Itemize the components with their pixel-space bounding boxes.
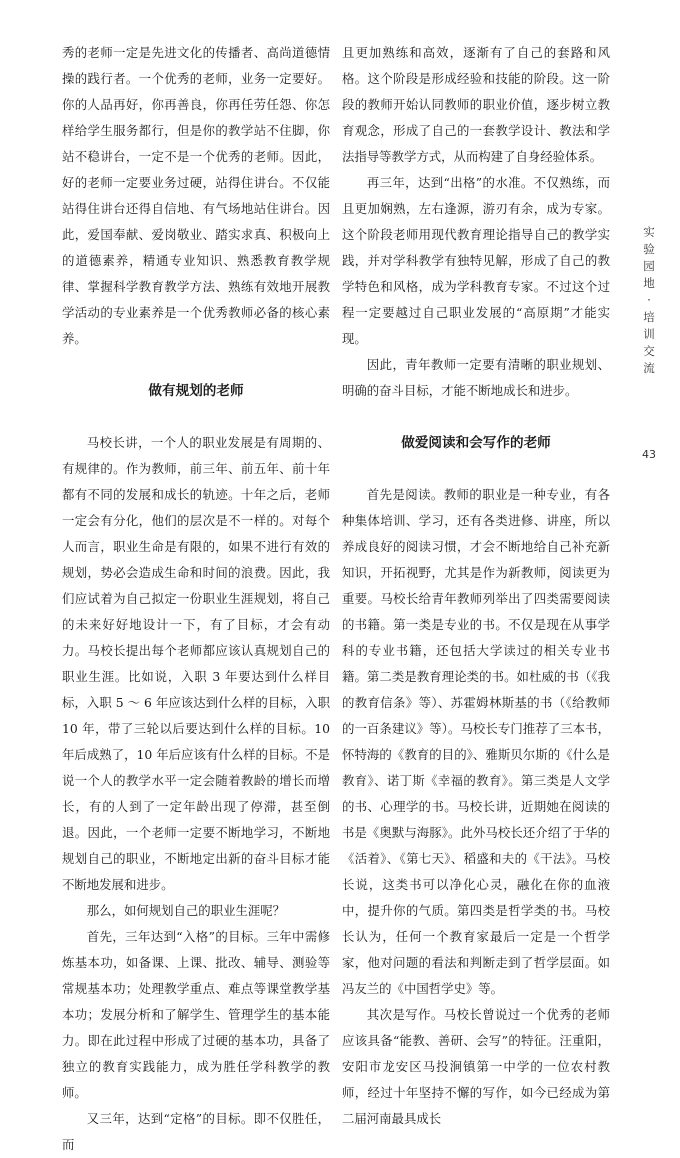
section-label-char: 训 (643, 327, 655, 341)
paragraph: 那么，如何规划自己的职业生涯呢？ (86, 903, 286, 918)
paragraph: 首先是阅读。教师的职业是一种专业，有各种集体培训、学习，还有各类进修、讲座，所以养成良好的阅读习惯，才会不断地给自己补充新知识，开拓视野，尤其是作为新教师，阅读更为重要。马校长给青年教师列举出了四类需要阅读的书籍。第一类是专业的书。不仅是现在从事学科的专业书籍，还包括大学读过的相关专业书籍。第二类是教育理论类的书。如杜威的书（《我的教育信条》等）、苏霍姆林斯基的书（《给教师的一百条建议》等）。马校长专门推荐了三本书，怀特海的《教育的目的》、雅斯贝尔斯的《什么是教育》、诺丁斯《幸福的教育》。第三类是人文学的书、心理学的书。马校长讲，近期她在阅读的书是《奥默与海豚》。此外马校长还介绍了于华的《活着》、《第七天》、稻盛和夫的《干法》。马校长说，这类书可以净化心灵，融化在你的血液中，提升你的气质。第四类是哲学类的书。马校长认为，任何一个教育家最后一定是一个哲学家，他对问题的看法和判断走到了哲学层面。如冯友兰的《中国哲学史》等。 (342, 487, 610, 996)
paragraph: 又三年，达到“定格”的目标。即不仅胜任，而 (62, 1111, 330, 1152)
paragraph: 马校长讲，一个人的职业发展是有周期的、有规律的。作为教师，前三年、前五年、前十年都有不同的发展和成长的轨迹。十年之后，老师一定会有分化，他们的层次是不一样的。对每个人而言，职业生命是有限的，如果不进行有效的规划，势必会造成生命和时间的浪费。因此，我们应试着为自己拟定一份职业生涯规划，将自己的未来好好地设计一下，有了目标，才会有动力。马校长提出每个老师都应该认真规划自己的职业生涯。比如说，入职 3 年要达到什么样目标，入职 5 ～ 6 年应该达到什么样的目标，入职 10 年，带了三轮以后要达到什么样的目标。10 年后成熟了，10 年后应该有什么样的目标。不是说一个人的教学水平一定会随着教龄的增长而增长，有的人到了一定年龄出现了停滞，甚至倒退。因此，一个老师一定要不断地学习，不断地规划自己的职业，不断地定出新的奋斗目标才能不断地发展和进步。 (62, 435, 330, 892)
section-label-char: 实 (643, 225, 655, 239)
paragraph: 首先，三年达到“入格”的目标。三年中需修炼基本功，如备课、上课、批改、辅导、测验等常规基本功；处理教学重点、难点等课堂教学基本功；发展分析和了解学生、管理学生的基本能力。即在此过程中形成了过硬的基本功，具备了独立的教育实践能力，成为胜任学科教学的教师。 (62, 929, 330, 1100)
section-heading: 做爱阅读和会写作的老师 (401, 435, 551, 451)
right-column (342, 40, 610, 1132)
section-label-char: 园 (643, 259, 655, 273)
paragraph: 且更加熟练和高效，逐渐有了自己的套路和风格。这个阶段是形成经验和技能的阶段。这一阶段的教师开始认同教师的职业价值，逐步树立教育观念，形成了自己的一套教学设计、教法和学法指导等教学方式，从而构建了自身经验体系。 (342, 45, 610, 164)
section-label-char: 交 (643, 344, 655, 358)
paragraph: 秀的老师一定是先进文化的传播者、高尚道德情操的践行者。一个优秀的老师，业务一定要好。你的人品再好，你再善良，你再任劳任怨、你怎样给学生服务都行，但是你的教学站不住脚，你站不稳讲台，一定不是一个优秀的老师。因此，好的老师一定要业务过硬，站得住讲台。不仅能站得住讲台还得自信地、有气场地站住讲台。因此，爱国奉献、爱岗敬业、踏实求真、积极向上的道德素养，精通专业知识、熟悉教育教学规律、掌握科学教育教学方法、熟练有效地开展教学活动的专业素养是一个优秀教师必备的核心素养。 (62, 45, 330, 346)
section-label-char: 流 (643, 361, 655, 375)
section-label-char: 验 (643, 242, 655, 256)
left-column (62, 40, 330, 1158)
paragraph: 因此，青年教师一定要有清晰的职业规划、明确的奋斗目标，才能不断地成长和进步。 (342, 357, 610, 398)
section-heading: 做有规划的老师 (148, 383, 244, 399)
section-label (641, 224, 657, 377)
page-number: 43 (642, 448, 656, 461)
section-label-char: 培 (643, 310, 655, 324)
section-label-char: 地 (643, 276, 655, 290)
paragraph: 其次是写作。马校长曾说过一个优秀的老师应该具备“能教、善研、会写”的特征。汪重阳，安阳市龙安区马投涧镇第一中学的一位农村教师，经过十年坚持不懈的写作，如今已经成为第二届河南最具成长 (342, 1007, 610, 1126)
paragraph: 再三年，达到“出格”的水准。不仅熟练，而且更加娴熟，左右逢源，游刃有余，成为专家。这个阶段老师用现代教育理论指导自己的教学实践，并对学科教学有独特见解，形成了自己的教学特色和风格，成为学科教育专家。不过这个过程一定要越过自己职业发展的“高原期”才能实现。 (342, 175, 610, 346)
section-label-char: · (647, 293, 651, 307)
